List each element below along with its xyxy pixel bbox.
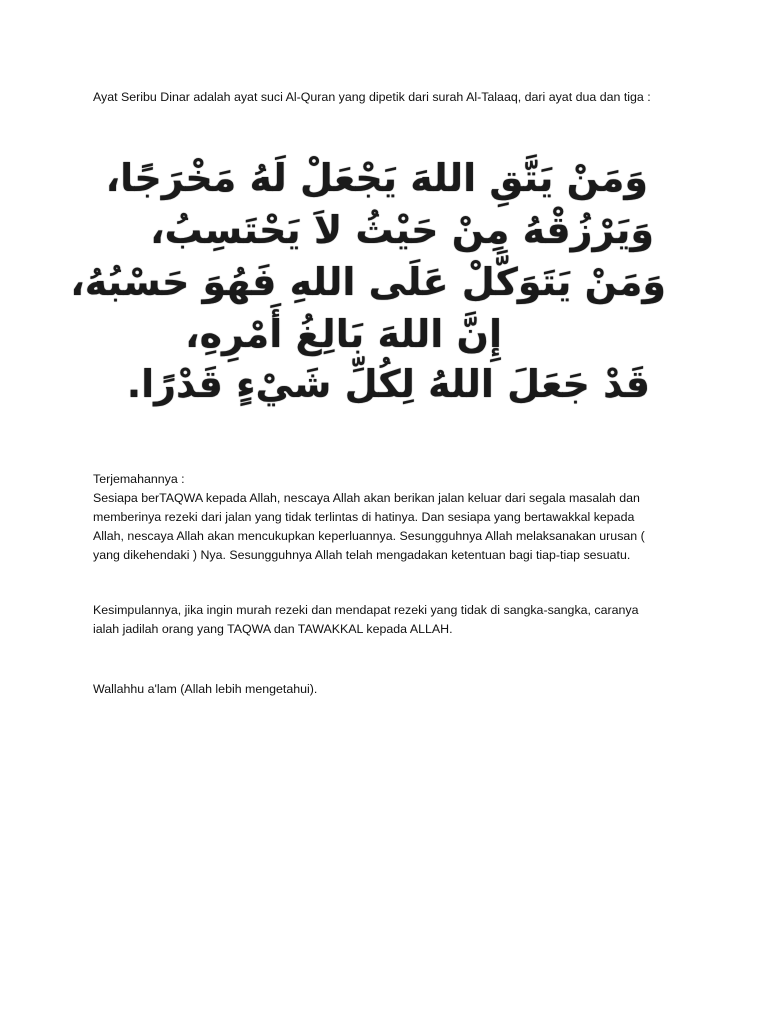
- conclusion-paragraph: [93, 601, 693, 639]
- arabic-verse-line: إِنَّ اللهَ بَالِغُ أَمْرِهِ،: [185, 312, 502, 356]
- translation-line: Allah, nescaya Allah akan mencukupkan keperluannya. Sesungguhnya Allah melaksanakan urusan (: [93, 529, 645, 543]
- translation-line: memberinya rezeki dari jalan yang tidak terlintas di hatinya. Dan sesiapa yang bertawakkal kepada: [93, 510, 635, 524]
- translation-heading: Terjemahannya :: [93, 472, 185, 486]
- translation-section: [93, 470, 693, 565]
- closing-line: Wallahhu a'lam (Allah lebih mengetahui).: [93, 682, 318, 696]
- translation-line: yang dikehendaki ) Nya. Sesungguhnya Allah telah mengadakan ketentuan bagi tiap-tiap sesuatu.: [93, 548, 631, 562]
- arabic-verse-line: وَمَنْ يَتَوَكَّلْ عَلَى اللهِ فَهُوَ حَسْبُهُ،: [70, 260, 666, 304]
- arabic-verse-line: وَمَنْ يَتَّقِ اللهَ يَجْعَلْ لَهُ مَخْرَجًا،: [105, 156, 648, 200]
- arabic-verse-image: [70, 152, 666, 418]
- conclusion-line: ialah jadilah orang yang TAQWA dan TAWAKKAL kepada ALLAH.: [93, 622, 453, 636]
- translation-line: Sesiapa berTAQWA kepada Allah, nescaya Allah akan berikan jalan keluar dari segala masalah dan: [93, 491, 640, 505]
- arabic-verse-line: وَيَرْزُقْهُ مِنْ حَيْثُ لاَ يَحْتَسِبُ،: [150, 208, 654, 252]
- intro-paragraph: Ayat Seribu Dinar adalah ayat suci Al-Quran yang dipetik dari surah Al-Talaaq, dari ayat dua dan tiga :: [93, 90, 651, 104]
- arabic-verse-line: قَدْ جَعَلَ اللهُ لِكُلِّ شَيْءٍ قَدْرًا.: [126, 362, 650, 406]
- conclusion-line: Kesimpulannya, jika ingin murah rezeki dan mendapat rezeki yang tidak di sangka-sangka, caranya: [93, 603, 639, 617]
